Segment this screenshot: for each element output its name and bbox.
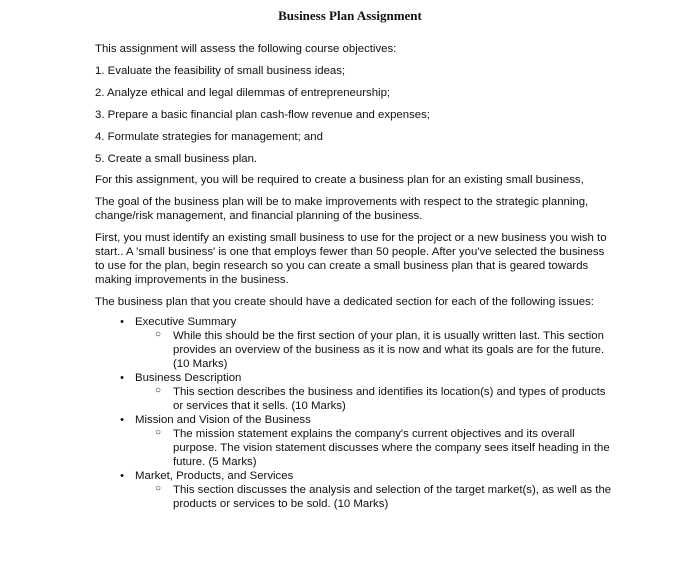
section-detail-list (135, 385, 615, 413)
objective-item: 5. Create a small business plan. (95, 153, 258, 165)
paragraph-sections-intro: The business plan that you create should have a dedicated section for each of the following issues: (95, 296, 594, 308)
sections-list (95, 315, 615, 511)
bullet-icon: • (120, 470, 124, 482)
section-detail-text: This section describes the business and identifies its location(s) and types of products or services that it sells. (10 Marks) (173, 386, 606, 412)
circle-bullet-icon: ○ (154, 329, 162, 340)
section-detail-list (135, 329, 615, 371)
section-detail (154, 427, 615, 469)
section-detail-text: The mission statement explains the company's current objectives and its overall purpose. The vision statement discusses where the company sees itself heading in the future. (5 Marks) (173, 428, 610, 468)
bullet-icon: • (120, 316, 124, 328)
section-item-business-description (120, 371, 615, 413)
objective-item: 4. Formulate strategies for management; and (95, 131, 323, 143)
section-name: Business Description (135, 372, 242, 384)
section-detail-text: This section discusses the analysis and selection of the target market(s), as well as the products or services to be sold. (10 Marks) (173, 484, 612, 510)
objective-item: 3. Prepare a basic financial plan cash-flow revenue and expenses; (95, 109, 430, 121)
section-item-market-products (120, 469, 615, 511)
section-item-executive-summary (120, 315, 615, 371)
bullet-icon: • (120, 414, 124, 426)
section-name: Market, Products, and Services (135, 470, 294, 482)
objective-item: 1. Evaluate the feasibility of small business ideas; (95, 65, 346, 77)
circle-bullet-icon: ○ (154, 385, 162, 396)
document-title: Business Plan Assignment (278, 8, 422, 23)
circle-bullet-icon: ○ (154, 427, 162, 438)
objective-item: 2. Analyze ethical and legal dilemmas of entrepreneurship; (95, 87, 391, 99)
section-detail (154, 329, 615, 371)
paragraph-goal: The goal of the business plan will be to make improvements with respect to the strategic planning, change/risk management, and financial planning of the business. (95, 196, 589, 222)
intro-text: This assignment will assess the following course objectives: (95, 43, 397, 55)
paragraph-identify-business: First, you must identify an existing small business to use for the project or a new business you wish to start.. A 'small business' is one that employs fewer than 50 people. After you've selected the business to use for the plan, begin research so you can create a small business plan that is geared towards making improvements in the business. (95, 232, 607, 286)
document-body (95, 42, 615, 511)
section-detail (154, 483, 615, 511)
paragraph-assignment: For this assignment, you will be required to create a business plan for an existing small business, (95, 174, 584, 186)
section-detail-text: While this should be the first section of your plan, it is usually written last. This section provides an overview of the business as it is now and what its goals are for the future. (10 Marks) (173, 330, 605, 370)
section-detail (154, 385, 615, 413)
section-name: Executive Summary (135, 316, 237, 328)
section-detail-list (135, 483, 615, 511)
section-detail-list (135, 427, 615, 469)
circle-bullet-icon: ○ (154, 483, 162, 494)
bullet-icon: • (120, 372, 124, 384)
section-item-mission-vision (120, 413, 615, 469)
section-name: Mission and Vision of the Business (135, 414, 311, 426)
